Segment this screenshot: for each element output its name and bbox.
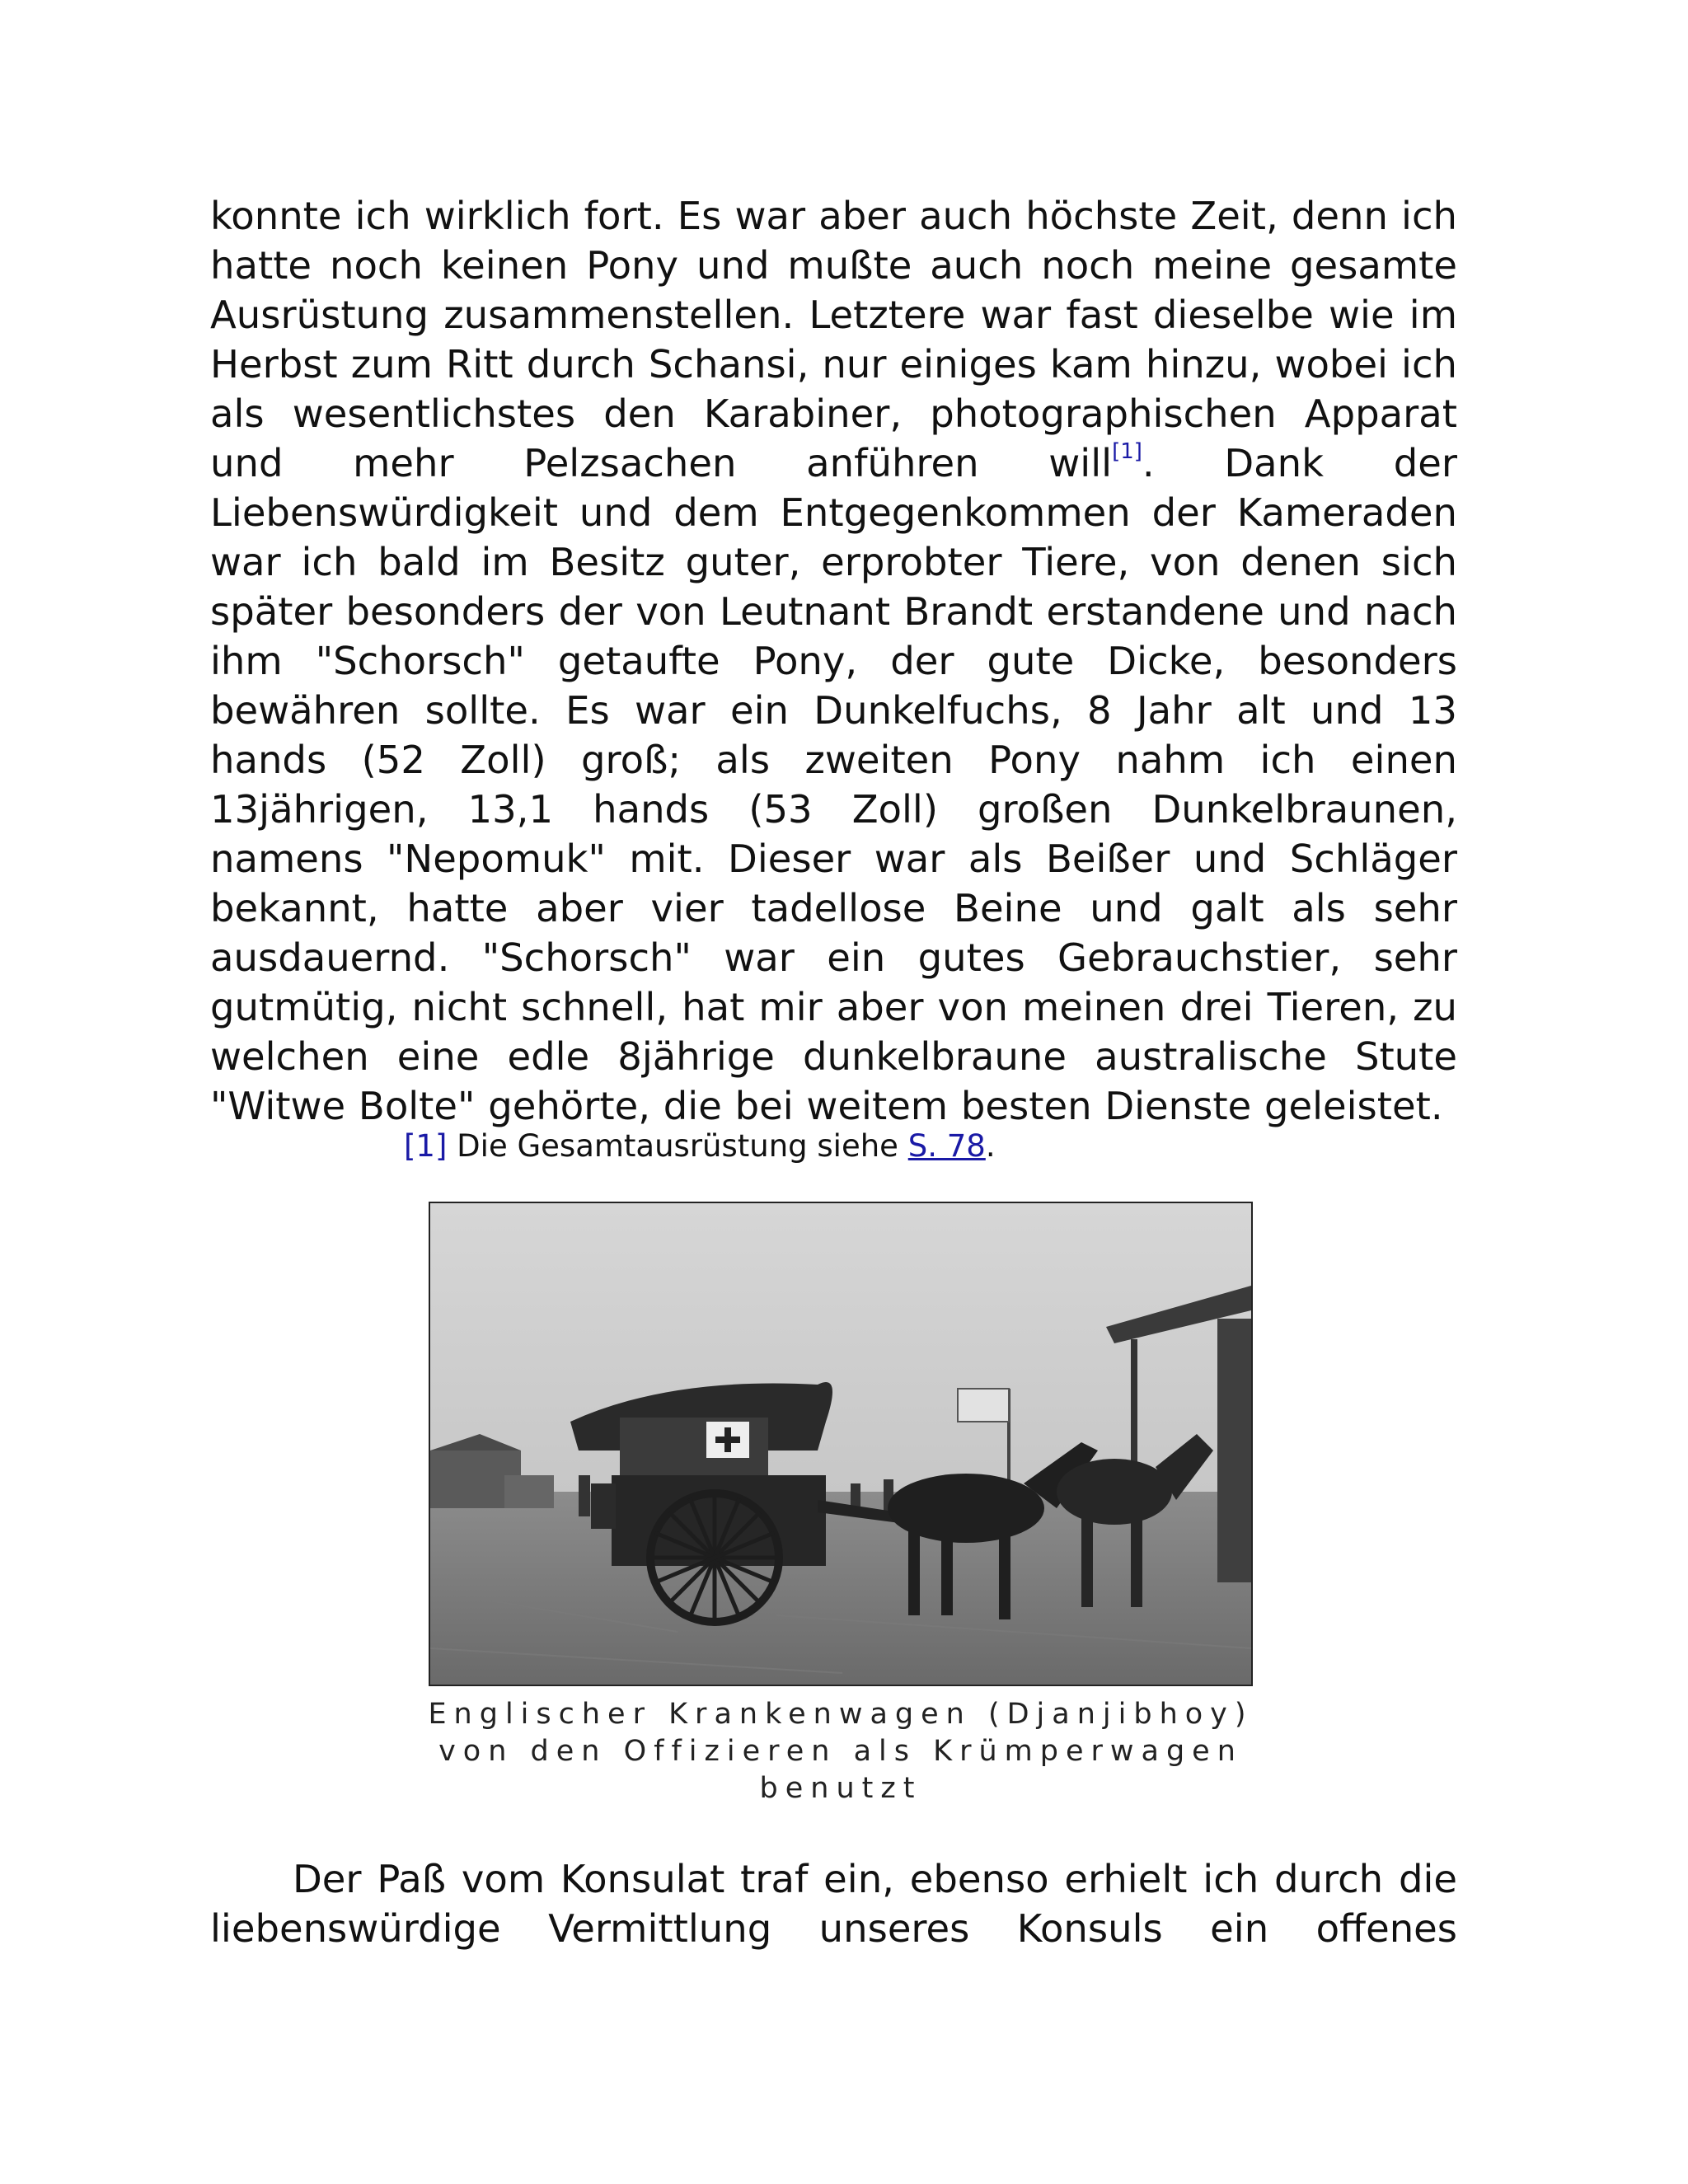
photo-illustration: [430, 1203, 1251, 1685]
word: Vermittlung: [548, 1906, 772, 1951]
footnote-backlink[interactable]: [1]: [404, 1128, 448, 1164]
paragraph-2-line-1: Der Paß vom Konsulat traf ein, ebenso erhielt ich durch die: [293, 1857, 1457, 1901]
paragraph-2-line-2: [210, 1904, 1457, 1953]
paragraph-2: [210, 1854, 1457, 1953]
page-link[interactable]: S. 78: [907, 1128, 986, 1164]
footnote-end: .: [985, 1128, 996, 1164]
caption-line-2: von den Offizieren als Krümperwagen: [438, 1735, 1243, 1768]
caption-line-1: Englischer Krankenwagen (Djanjibhoy): [428, 1698, 1254, 1731]
word: liebenswürdige: [210, 1906, 501, 1951]
main-text: [210, 191, 1457, 1131]
paragraph-1-text-b: . Dank der Liebenswürdigkeit und dem Entgegenkommen der Kameraden war ich bald im Besitz guter, erprobter Tiere, von denen sich später besonders der von Leutnant Brandt erstandene und nach ihm "Schorsch" getaufte Pony, der gute Dicke, besonders bewähren sollte. Es war ein Dunkelfuchs, 8 Jahr alt und 13 hands (52 Zoll) groß; als zweiten Pony nahm ich einen 13jährigen, 13,1 hands (53 Zoll) großen Dunkelbraunen, namens "Nepomuk" mit. Dieser war als Beißer und Schläger bekannt, hatte aber vier tadellose Beine und galt als sehr ausdauernd. "Schorsch" war ein gutes Gebrauchstier, sehr gutmütig, nicht schnell, hat mir aber von meinen drei Tieren, zu welchen eine edle 8jährige dunkelbraune australische Stute "Witwe Bolte" gehörte, die bei weitem besten Dienste geleistet.: [210, 441, 1457, 1128]
footnote: [404, 1126, 996, 1167]
footnote-marker[interactable]: [1]: [1112, 438, 1142, 464]
word: ein: [1210, 1906, 1269, 1951]
footnote-text: Die Gesamtausrüstung siehe: [447, 1128, 908, 1164]
photo-ambulance-wagon: [429, 1202, 1253, 1686]
paragraph-1-text-a: konnte ich wirklich fort. Es war aber auch höchste Zeit, denn ich hatte noch keinen Pony und mußte auch noch meine gesamte Ausrüstung zusammenstellen. Letztere war fast dieselbe wie im Herbst zum Ritt durch Schansi, nur einiges kam hinzu, wobei ich als wesentlichstes den Karabiner, photographischen Apparat und mehr Pelzsachen anführen will: [210, 194, 1457, 485]
word: Konsuls: [1016, 1906, 1163, 1951]
figure-caption: [387, 1696, 1294, 1807]
paragraph-1: [210, 191, 1457, 1131]
caption-line-3: benutzt: [759, 1772, 922, 1805]
word: unseres: [818, 1906, 970, 1951]
word: offenes: [1315, 1906, 1457, 1951]
